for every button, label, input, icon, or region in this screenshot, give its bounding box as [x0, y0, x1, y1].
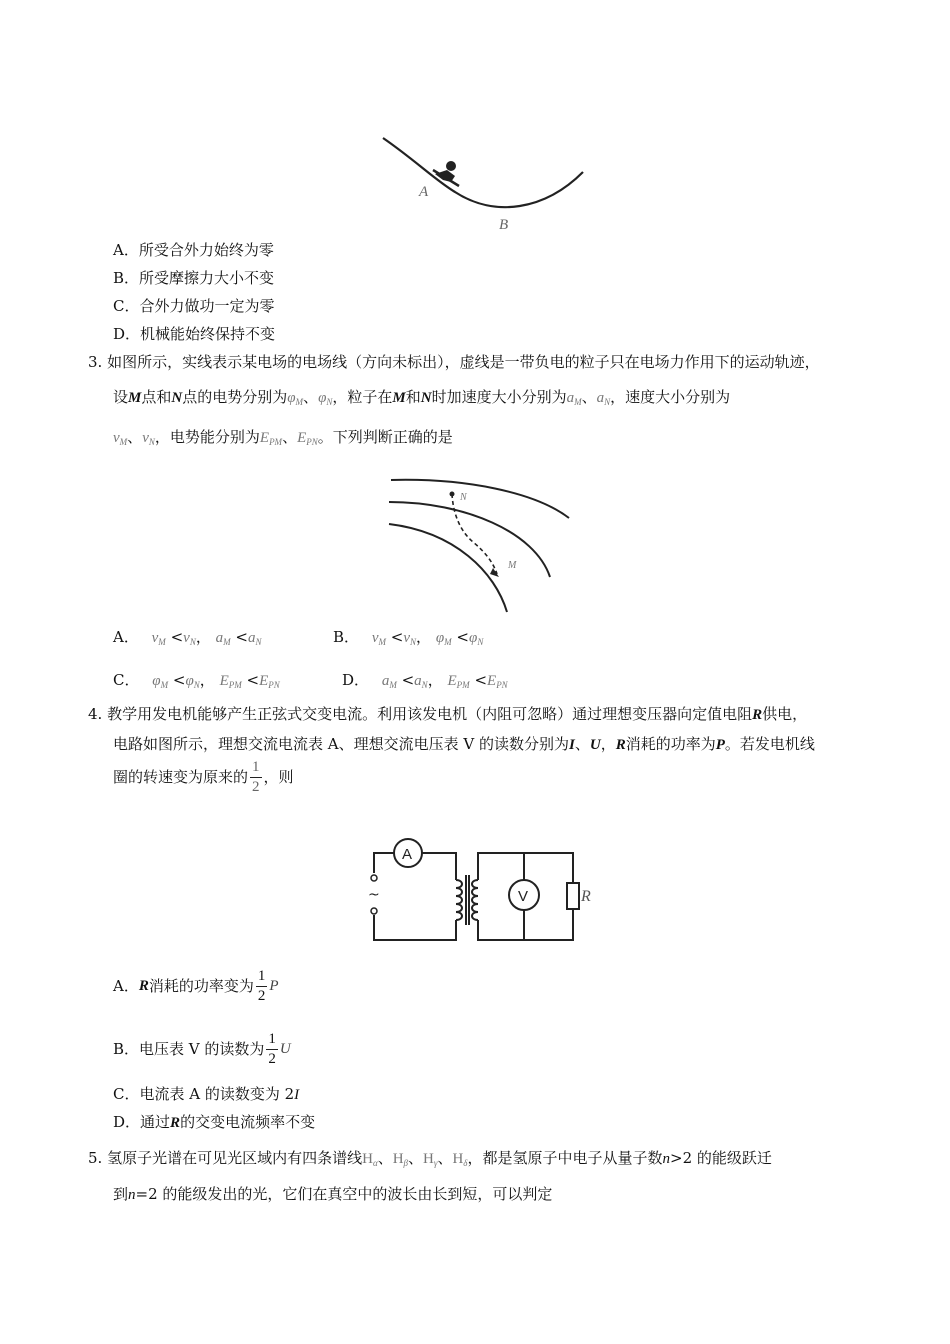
terminal-bottom	[371, 908, 377, 914]
q4-option-b: B． 电压表 V 的读数为 $\frac{1}{2}$ U	[113, 1030, 291, 1067]
q4-option-c: C．电流表 A 的读数变为 2I	[113, 1085, 300, 1103]
q3-stem-line2: 设M点和N点的电势分别为$\varphi_M$、$\varphi_N$，粒子在M和N时加速度大小分别为$a_M$、$a_N$，速度大小分别为	[113, 388, 731, 407]
track-figure	[375, 130, 595, 240]
ammeter-label: A	[402, 846, 413, 863]
q3-option-a: A． $v_M <v_N$， $a_M <a_N$	[113, 628, 262, 647]
resistor-label: R	[581, 888, 591, 905]
ac-source-symbol: ~	[368, 887, 380, 903]
fraction-one-half: $\frac{1}{2}$	[268, 1030, 276, 1067]
q3-stem-line1: 3. 如图所示，实线表示某电场的电场线（方向未标出），虚线是一带负电的粒子只在电场力作用下的运动轨迹，	[88, 353, 820, 371]
q3-number: 3.	[88, 353, 103, 371]
terminal-top	[371, 875, 377, 881]
field-lines-figure	[385, 472, 575, 617]
q3-stem-line3: $v_M$、$v_N$，电势能分别为$E_{PM}$、$E_{PN}$。下列判断正确的是	[113, 428, 453, 447]
track-label-b: B	[499, 217, 509, 233]
q5-stem-line2: 到n=2 的能级发出的光，它们在真空中的波长由长到短，可以判定	[113, 1185, 553, 1203]
voltmeter-label: V	[518, 888, 529, 905]
fraction-one-half: $\frac{1}{2}$	[257, 967, 266, 1004]
q2-option-b: B．所受摩擦力大小不变	[113, 269, 275, 287]
field-label-n: N	[460, 492, 467, 503]
q2-option-a: A．所受合外力始终为零	[113, 241, 274, 259]
field-label-m: M	[508, 560, 517, 571]
fraction-one-half: $\frac{1}{2}$	[252, 759, 260, 795]
q2-option-d: D．机械能始终保持不变	[113, 325, 276, 343]
q4-stem-line3: 圈的转速变为原来的 $\frac{1}{2}$ ，则	[113, 759, 294, 795]
skier-icon	[433, 161, 459, 186]
circuit-figure	[360, 835, 595, 950]
q5-stem-line1: 5. 氢原子光谱在可见光区域内有四条谱线$H_\alpha$、$H_\beta$、$H_\gamma$、$H_\delta$，都是氢原子中电子从量子数n>2 的能级跃迁	[88, 1149, 772, 1168]
q4-option-a: A． R 消耗的功率变为 $\frac{1}{2}$ P	[113, 967, 279, 1004]
point-n-marker	[450, 492, 455, 497]
q3-option-d: D． $a_M <a_N$， $E_{PM} <E_{PN}$	[342, 671, 508, 690]
q5-number: 5.	[88, 1149, 103, 1167]
q3-option-b: B． $v_M <v_N$， $\varphi_M <\varphi_N$	[333, 628, 484, 647]
q4-option-d: D．通过R的交变电流频率不变	[113, 1113, 316, 1131]
q4-stem-line1: 4. 教学用发电机能够产生正弦式交变电流。利用该发电机（内阻可忽略）通过理想变压器向定值电阻R供电，	[88, 705, 808, 723]
q2-option-c: C．合外力做功一定为零	[113, 297, 275, 315]
q3-option-c: C． $\varphi_M <\varphi_N$， $E_{PM} <E_{PN}$	[113, 671, 280, 690]
track-label-a: A	[419, 184, 429, 200]
q4-number: 4.	[88, 705, 103, 723]
resistor-icon	[567, 883, 579, 909]
q4-stem-line2: 电路如图所示，理想交流电流表 A、理想交流电压表 V 的读数分别为I、U，R消耗的功率为P。若发电机线	[113, 735, 815, 753]
